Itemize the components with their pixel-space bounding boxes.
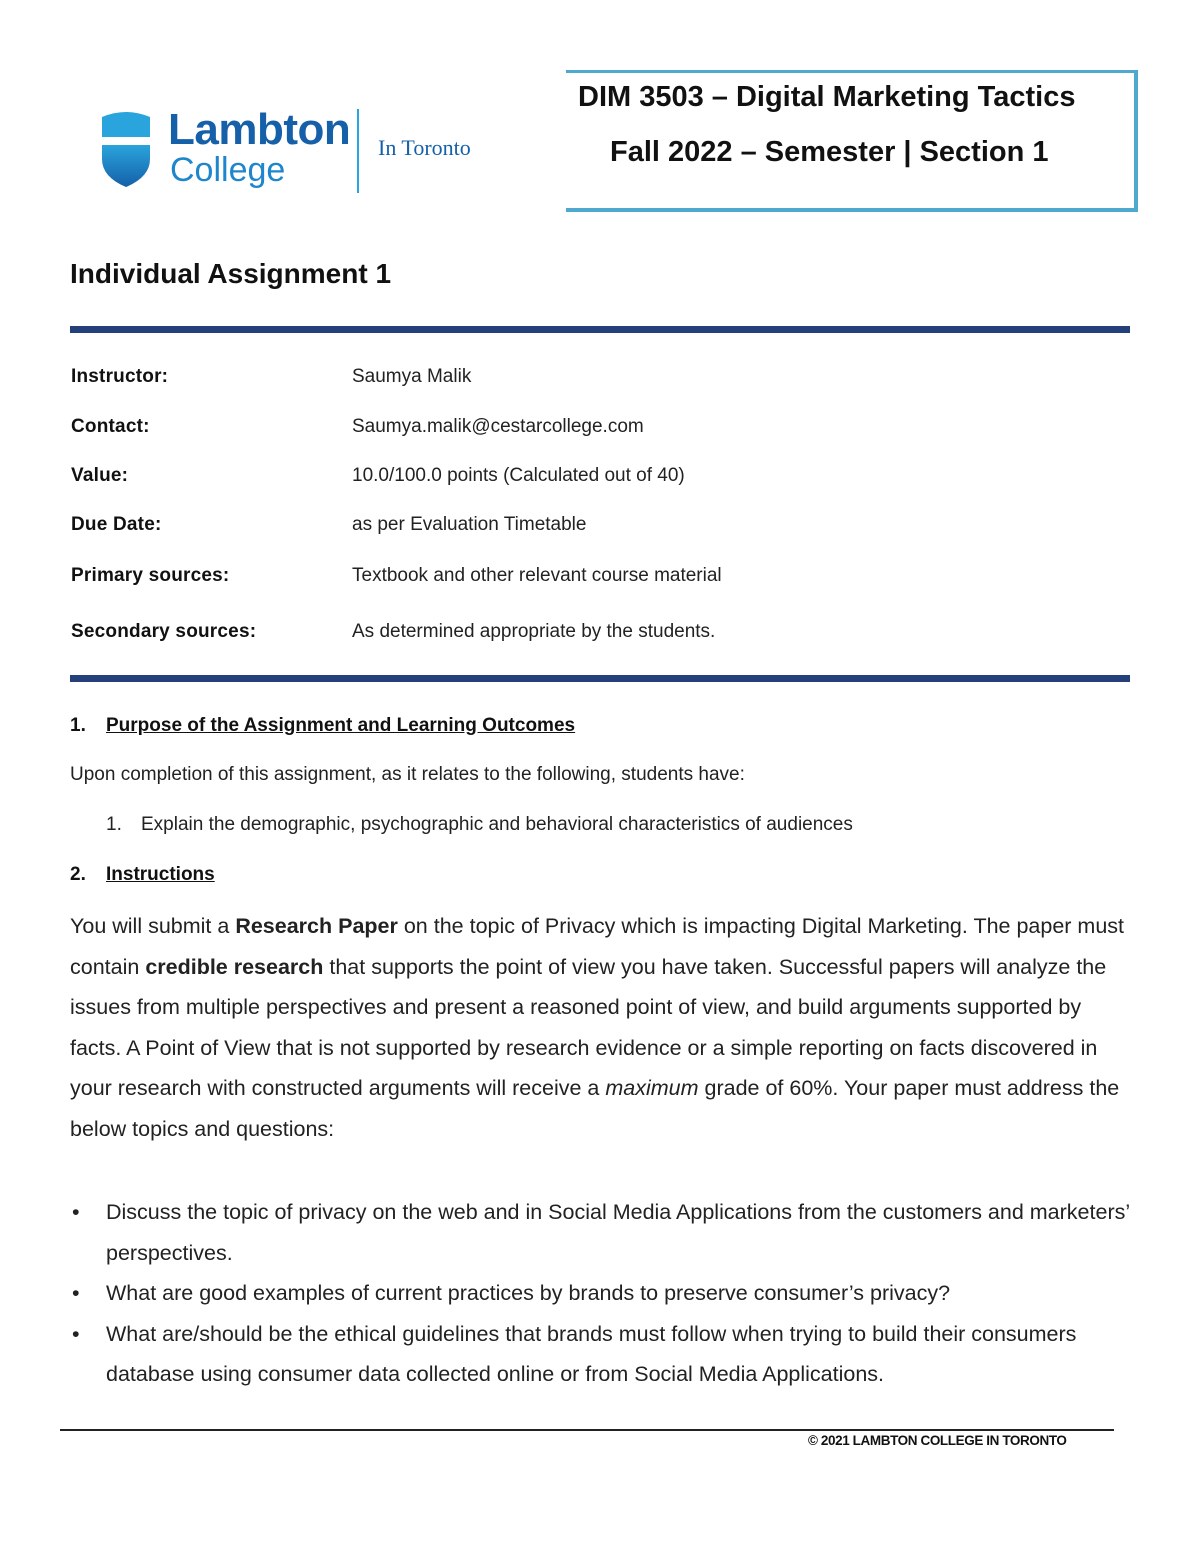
section-1-number: 1.: [70, 715, 86, 736]
info-value-secondary-sources: As determined appropriate by the students.: [352, 621, 716, 642]
info-label-secondary-sources: Secondary sources:: [71, 621, 257, 642]
footer-copyright: © 2021 LAMBTON COLLEGE IN TORONTO: [808, 1433, 1067, 1448]
logo-tagline: In Toronto: [378, 135, 471, 160]
instructions-paragraph: You will submit a Research Paper on the topic of Privacy which is impacting Digital Marketing. The paper must contain credible research that supports the point of view you have taken. Successful papers will analyze the issues from multiple perspectives and present a reasoned point of view, and build arguments supported by facts. A Point of View that is not supported by research evidence or a simple reporting on facts discovered in your research with constructed arguments will receive a maximum grade of 60%. Your paper must address the below topics and questions:: [70, 914, 1131, 1141]
outcome-text: Explain the demographic, psychographic and behavioral characteristics of audiences: [141, 814, 853, 835]
maximum-emphasis: maximum: [605, 1076, 699, 1101]
outcome-number: 1.: [106, 814, 122, 835]
info-label-contact: Contact:: [71, 416, 150, 437]
section-2-heading: Instructions: [106, 864, 215, 885]
course-header-box: [566, 70, 1138, 212]
section-2-number: 2.: [70, 864, 86, 885]
logo-name-line2: College: [170, 151, 286, 189]
info-value-contact: Saumya.malik@cestarcollege.com: [352, 416, 644, 437]
bottom-divider: [70, 675, 1130, 682]
info-label-due-date: Due Date:: [71, 514, 162, 535]
info-label-value: Value:: [71, 465, 129, 486]
footer-divider: [60, 1429, 1114, 1431]
info-value-value: 10.0/100.0 points (Calculated out of 40): [352, 465, 685, 486]
info-label-primary-sources: Primary sources:: [71, 565, 230, 586]
instruction-bullet-list: [70, 1192, 1130, 1395]
info-value-primary-sources: Textbook and other relevant course material: [352, 565, 722, 586]
bullet-icon: •: [72, 1321, 80, 1346]
logo-name-line1: Lambton: [168, 105, 351, 154]
info-label-instructor: Instructor:: [71, 366, 169, 387]
college-logo: [100, 105, 480, 197]
top-divider: [70, 326, 1130, 333]
bullet-icon: •: [72, 1281, 80, 1306]
section-1-heading: Purpose of the Assignment and Learning Outcomes: [106, 715, 576, 736]
page-title: Individual Assignment 1: [70, 258, 392, 289]
list-item: • What are good examples of current practices by brands to preserve consumer’s privacy?: [70, 1273, 1130, 1314]
research-paper-emphasis: Research Paper: [235, 914, 398, 938]
credible-research-emphasis: credible research: [145, 954, 324, 979]
logo-divider: [357, 109, 359, 193]
course-code-title: DIM 3503 – Digital Marketing Tactics: [578, 81, 1076, 113]
shield-icon: [100, 109, 152, 189]
list-item: • What are/should be the ethical guidelines that brands must follow when trying to build their consumers database using consumer data collected online or from Social Media Applications.: [70, 1314, 1130, 1395]
bullet-icon: •: [72, 1200, 80, 1224]
course-semester-section: Fall 2022 – Semester | Section 1: [610, 136, 1049, 168]
list-item: • Discuss the topic of privacy on the web and in Social Media Applications from the customers and marketers’ perspectives.: [70, 1192, 1130, 1273]
section-1-intro: Upon completion of this assignment, as it relates to the following, students have:: [70, 764, 745, 785]
info-value-due-date: as per Evaluation Timetable: [352, 514, 587, 535]
info-value-instructor: Saumya Malik: [352, 366, 472, 387]
